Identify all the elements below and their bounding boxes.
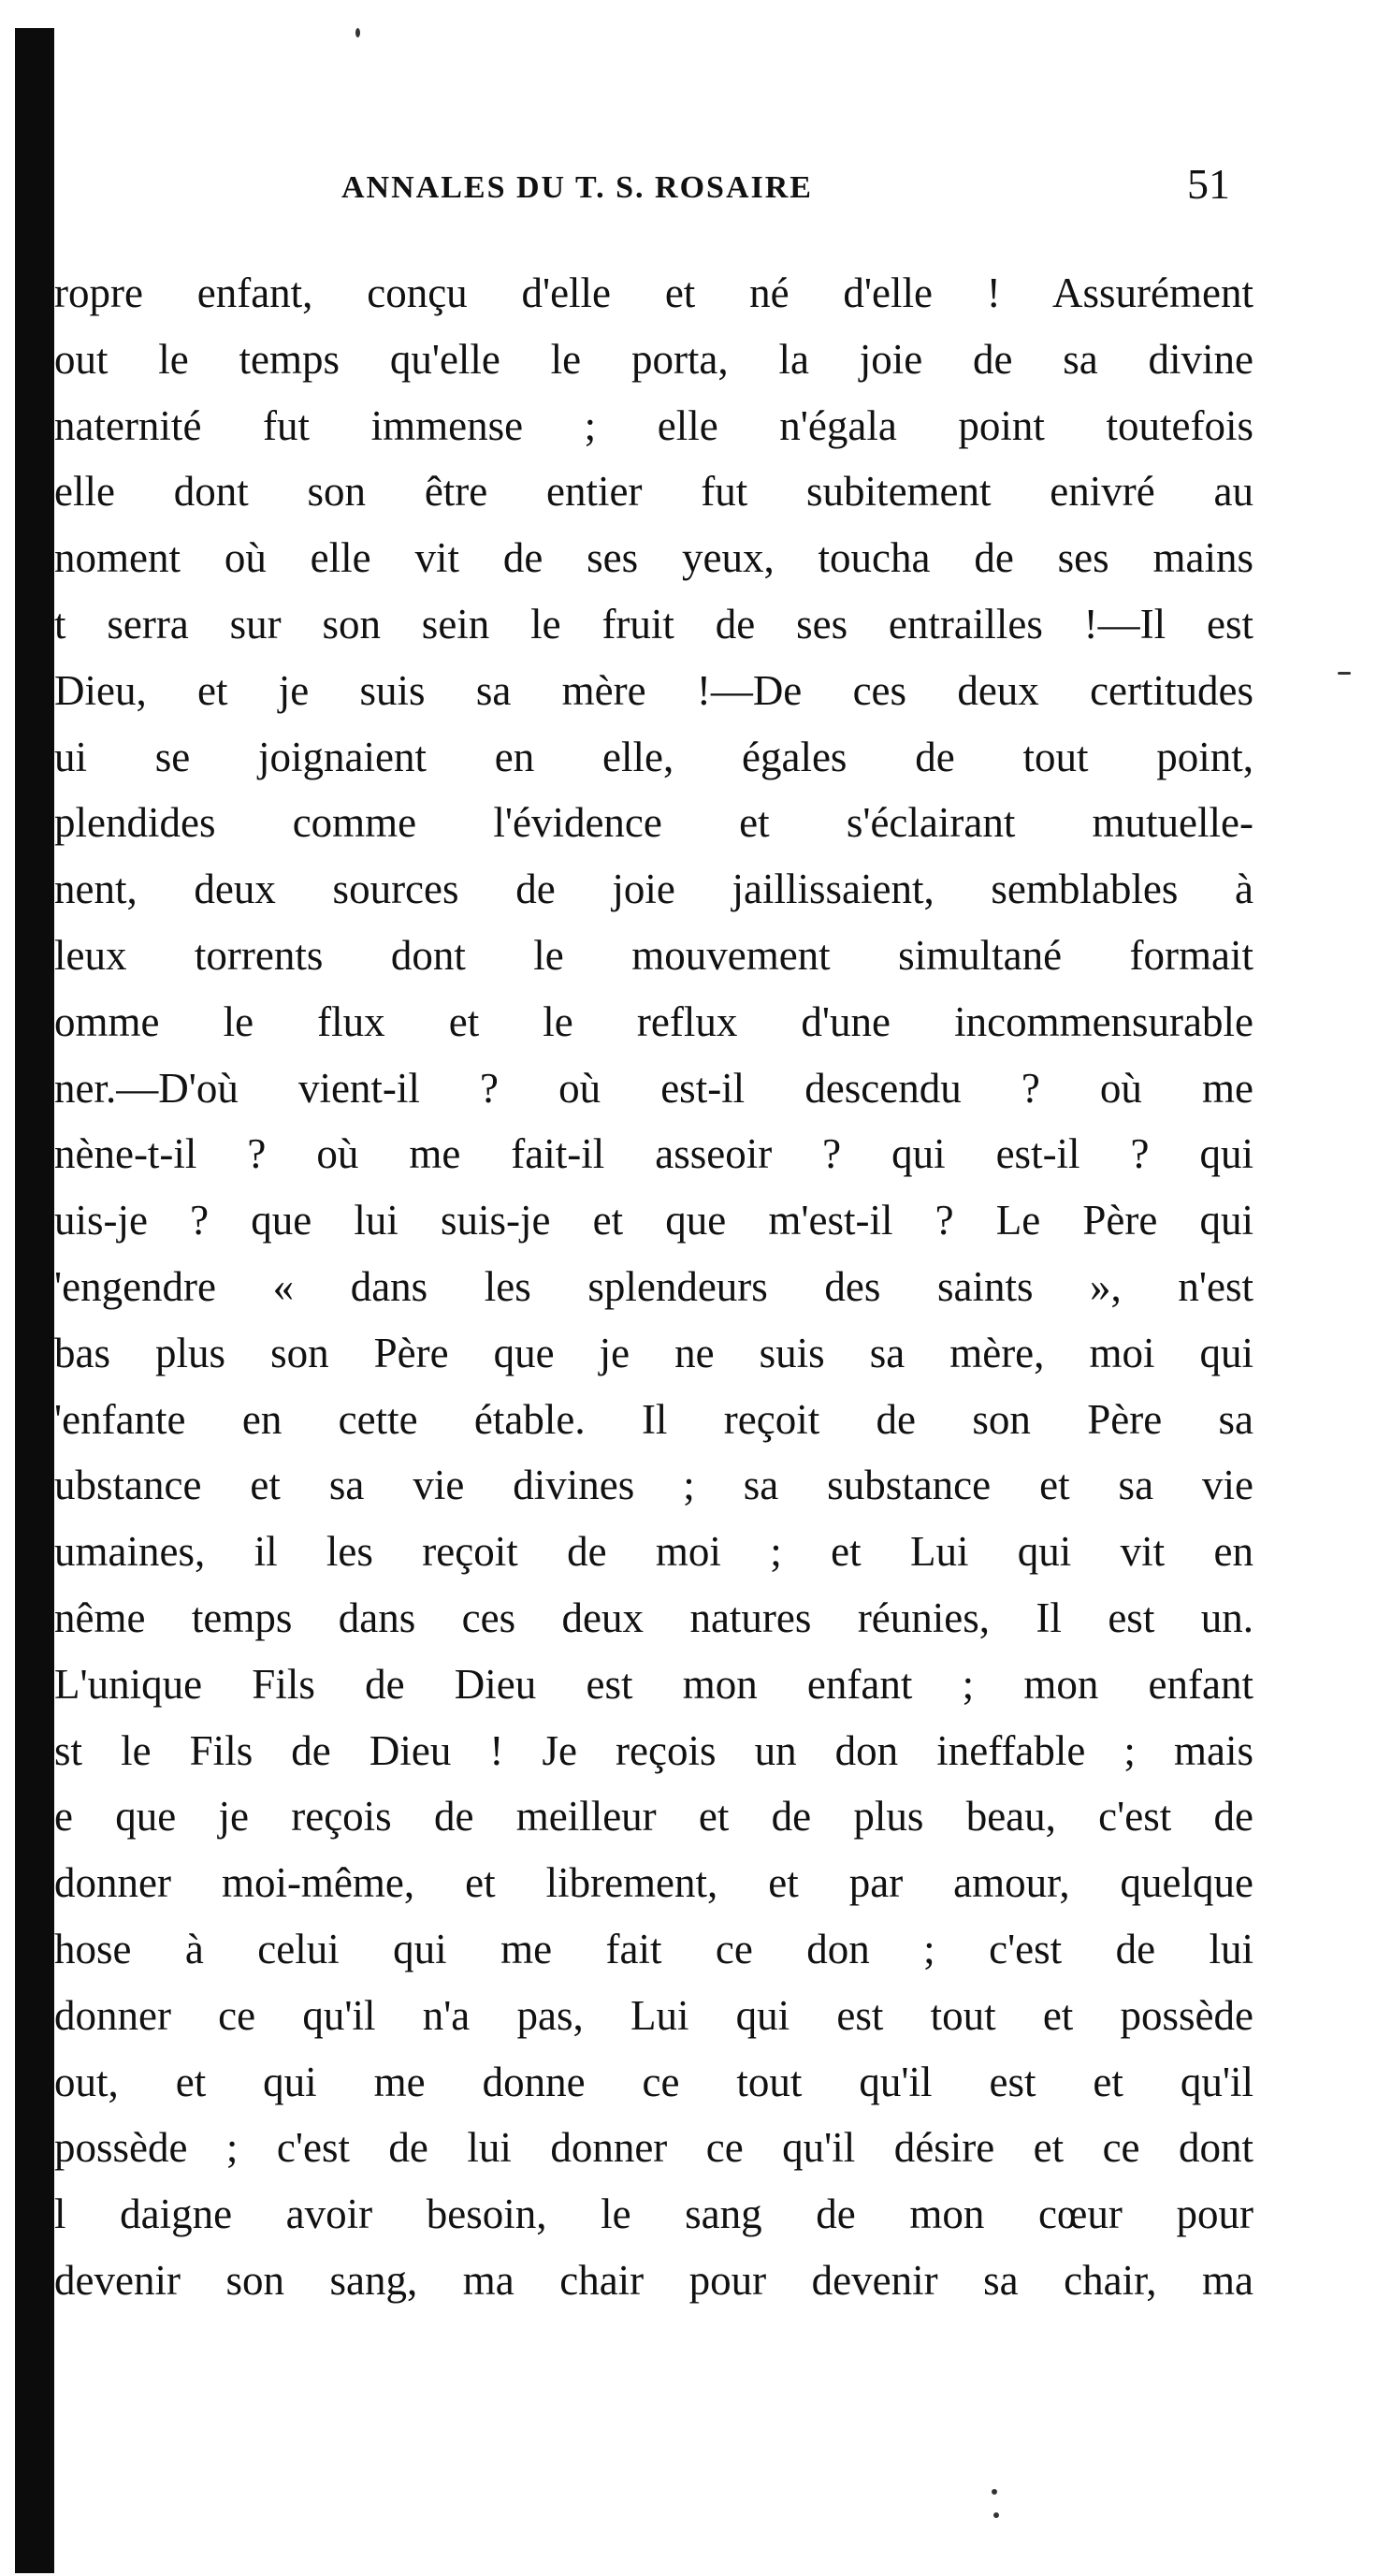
text-line: nent, deux sources de joie jaillissaient, semblables à	[54, 866, 1253, 913]
text-line: umaines, il les reçoit de moi ; et Lui qui vit en	[54, 1528, 1253, 1576]
text-line: hose à celui qui me fait ce don ; c'est de lui	[54, 1925, 1253, 1972]
text-line: plendides comme l'évidence et s'éclairant mutuelle-	[54, 799, 1253, 847]
text-line: ner.—D'où vient-il ? où est-il descendu ? où me	[54, 1064, 1253, 1112]
text-line: nène-t-il ? où me fait-il asseoir ? qui est-il ? qui	[54, 1130, 1253, 1178]
text-line: 'engendre « dans les splendeurs des saints », n'est	[54, 1262, 1253, 1310]
text-line: noment où elle vit de ses yeux, toucha de ses mains	[54, 534, 1253, 582]
print-speck	[355, 28, 360, 37]
text-line: bas plus son Père que je ne suis sa mère, moi qui	[54, 1329, 1253, 1376]
text-line: st le Fils de Dieu ! Je reçois un don ineffable ; mais	[54, 1726, 1253, 1774]
text-line: ui se joignaient en elle, égales de tout point,	[54, 733, 1253, 780]
text-line: l daigne avoir besoin, le sang de mon cœur pour	[54, 2190, 1253, 2238]
text-line: ropre enfant, conçu d'elle et né d'elle ! Assurément	[54, 269, 1253, 316]
text-line: donner moi-même, et librement, et par amour, quelque	[54, 1859, 1253, 1907]
running-head	[341, 159, 1249, 215]
page-text	[54, 260, 1253, 2314]
text-line: omme le flux et le reflux d'une incommensurable	[54, 997, 1253, 1045]
text-line: donner ce qu'il n'a pas, Lui qui est tout et possède	[54, 1991, 1253, 2039]
text-line: out, et qui me donne ce tout qu'il est et qu'il	[54, 2058, 1253, 2105]
print-speck	[1338, 672, 1351, 675]
text-line: 'enfante en cette étable. Il reçoit de son Père sa	[54, 1395, 1253, 1443]
text-line: ubstance et sa vie divines ; sa substance et sa vie	[54, 1462, 1253, 1509]
binding-shadow	[15, 28, 54, 2573]
text-line: L'unique Fils de Dieu est mon enfant ; mon enfant	[54, 1660, 1253, 1708]
print-speck	[992, 2489, 997, 2495]
text-line: nême temps dans ces deux natures réunies, Il est un.	[54, 1594, 1253, 1641]
text-line: uis-je ? que lui suis-je et que m'est-il ? Le Père qui	[54, 1197, 1253, 1244]
text-line: out le temps qu'elle le porta, la joie de sa divine	[54, 335, 1253, 383]
page-number: 51	[1187, 160, 1230, 208]
text-line: elle dont son être entier fut subitement enivré au	[54, 468, 1253, 516]
text-line: possède ; c'est de lui donner ce qu'il désire et ce dont	[54, 2124, 1253, 2172]
text-line: e que je reçois de meilleur et de plus beau, c'est de	[54, 1793, 1253, 1841]
text-line: leux torrents dont le mouvement simultané formait	[54, 931, 1253, 979]
text-line: devenir son sang, ma chair pour devenir sa chair, ma	[54, 2256, 1253, 2304]
text-line: t serra sur son sein le fruit de ses entrailles !—Il est	[54, 600, 1253, 648]
print-speck	[993, 2512, 999, 2518]
running-title: ANNALES DU T. S. ROSAIRE	[341, 170, 813, 205]
text-line: naternité fut immense ; elle n'égala point toutefois	[54, 401, 1253, 449]
text-line: Dieu, et je suis sa mère !—De ces deux certitudes	[54, 666, 1253, 714]
